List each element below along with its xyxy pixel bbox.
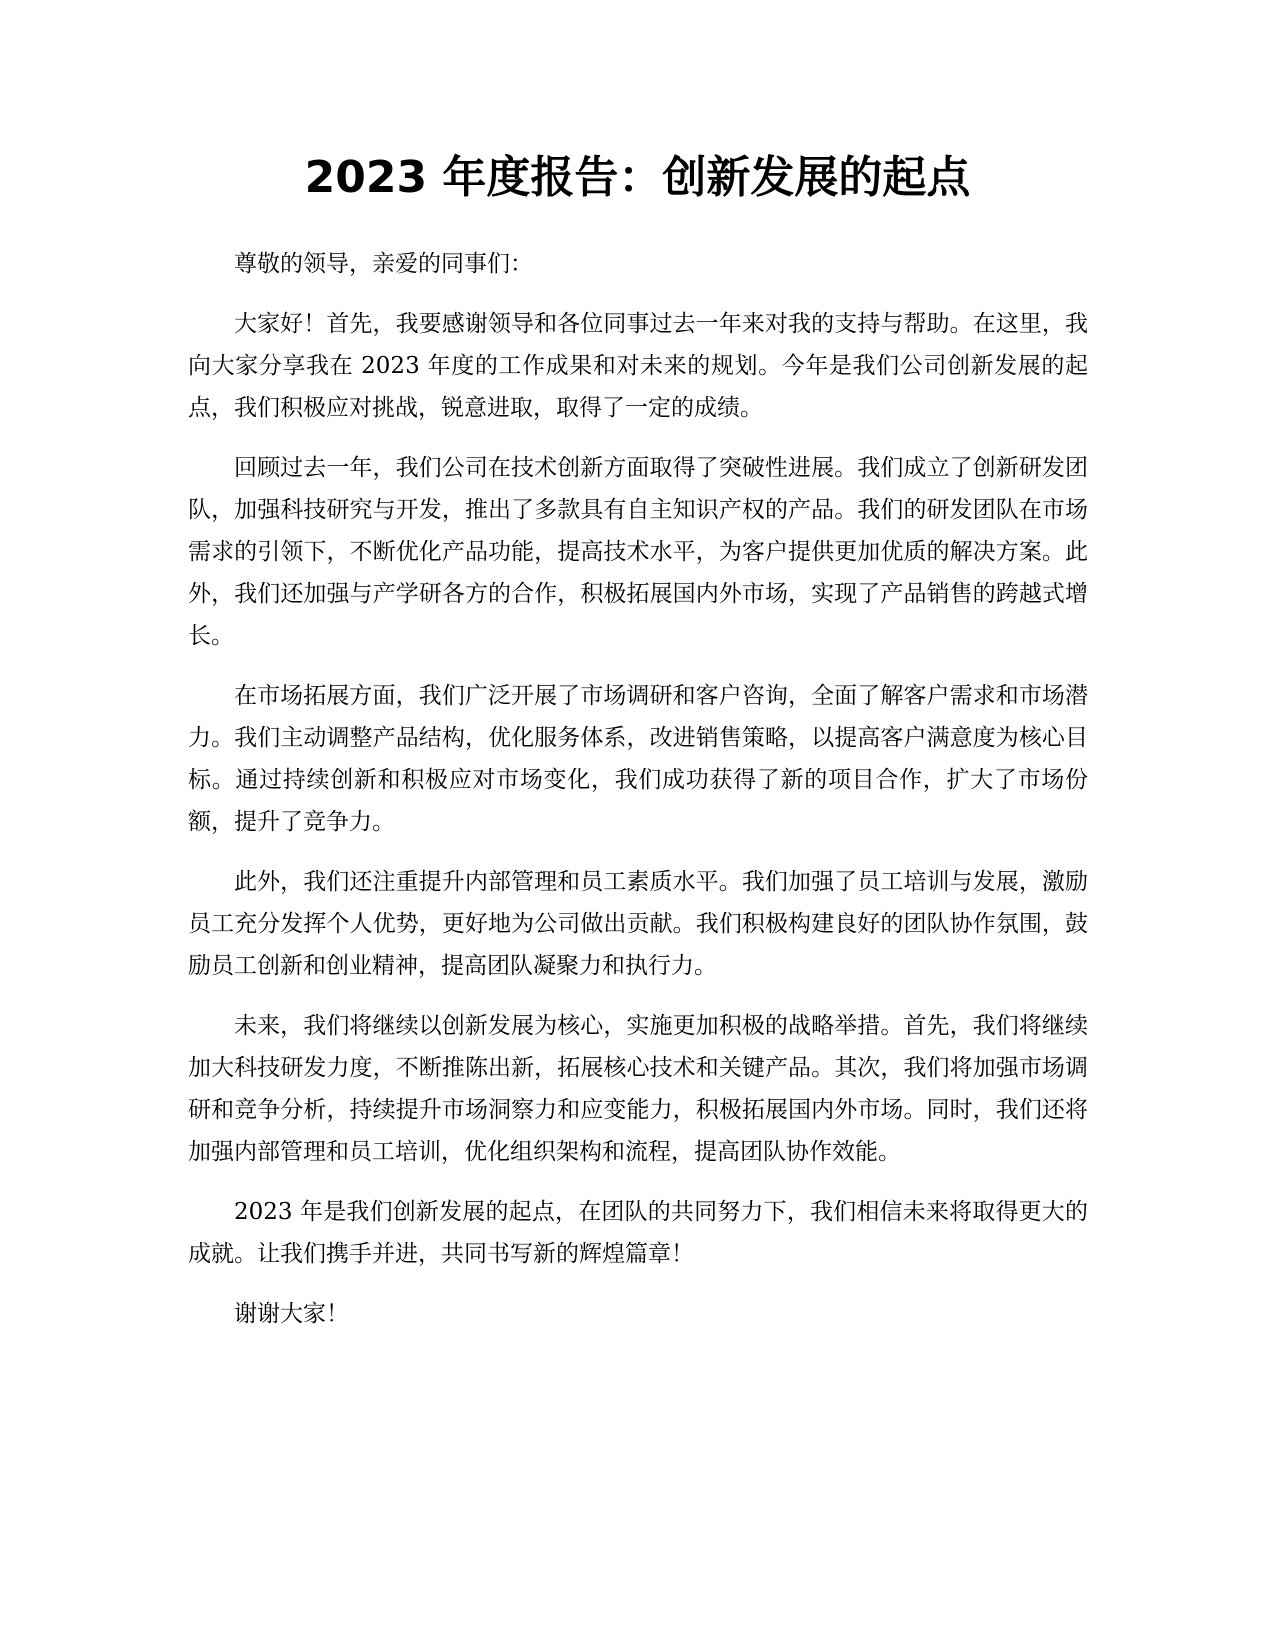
paragraph-market: 在市场拓展方面，我们广泛开展了市场调研和客户咨询，全面了解客户需求和市场潜力。我们主动调整产品结构，优化服务体系，改进销售策略，以提高客户满意度为核心目标。通过持续创新和积极应对市场变化，我们成功获得了新的项目合作，扩大了市场份额，提升了竞争力。: [188, 683, 1088, 835]
paragraph-future: 未来，我们将继续以创新发展为核心，实施更加积极的战略举措。首先，我们将继续加大科技研发力度，不断推陈出新，拓展核心技术和关键产品。其次，我们将加强市场调研和竞争分析，持续提升市场洞察力和应变能力，积极拓展国内外市场。同时，我们还将加强内部管理和员工培训，优化组织架构和流程，提高团队协作效能。: [188, 1013, 1088, 1165]
salutation: 尊敬的领导，亲爱的同事们：: [234, 251, 533, 277]
document-body: [188, 243, 1088, 1353]
paragraph-review: 回顾过去一年，我们公司在技术创新方面取得了突破性进展。我们成立了创新研发团队，加强科技研究与开发，推出了多款具有自主知识产权的产品。我们的研发团队在市场需求的引领下，不断优化产品功能，提高技术水平，为客户提供更加优质的解决方案。此外，我们还加强与产学研各方的合作，积极拓展国内外市场，实现了产品销售的跨越式增长。: [188, 455, 1088, 649]
document-title: 2023 年度报告：创新发展的起点: [304, 152, 971, 203]
paragraph-management: 此外，我们还注重提升内部管理和员工素质水平。我们加强了员工培训与发展，激励员工充分发挥个人优势，更好地为公司做出贡献。我们积极构建良好的团队协作氛围，鼓励员工创新和创业精神，提高团队凝聚力和执行力。: [188, 869, 1088, 979]
closing-thanks: 谢谢大家！: [234, 1301, 349, 1327]
paragraph-greeting: 大家好！首先，我要感谢领导和各位同事过去一年来对我的支持与帮助。在这里，我向大家分享我在 2023 年度的工作成果和对未来的规划。今年是我们公司创新发展的起点，我们积极应对挑战，锐意进取，取得了一定的成绩。: [188, 311, 1088, 421]
paragraph-conclusion: 2023 年是我们创新发展的起点，在团队的共同努力下，我们相信未来将取得更大的成就。让我们携手并进，共同书写新的辉煌篇章！: [188, 1199, 1088, 1267]
